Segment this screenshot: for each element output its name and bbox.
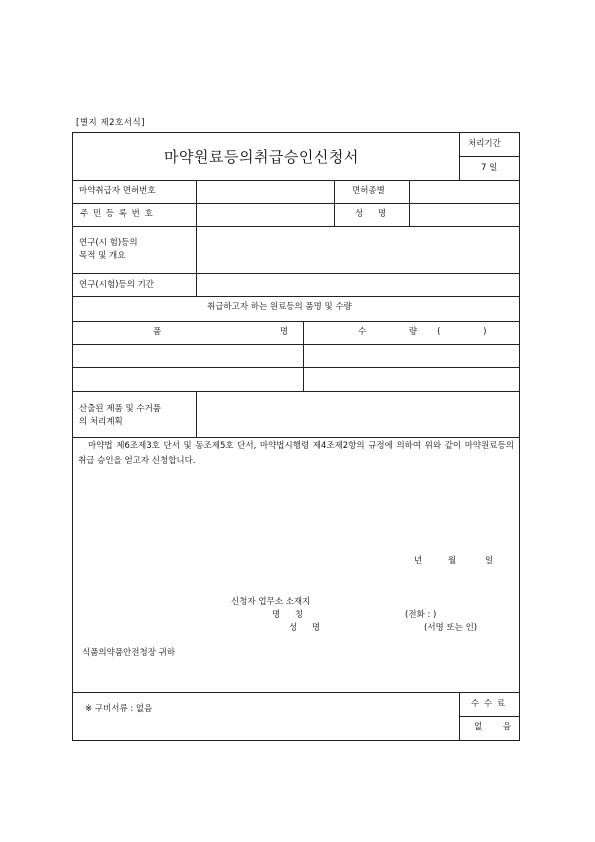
row-divider xyxy=(72,226,520,227)
applicant-address-label: 신청자 업무소 소재지 xyxy=(231,597,311,607)
row-divider xyxy=(72,321,520,322)
purpose-label-line2: 목적 및 개요 xyxy=(79,251,126,261)
disposal-label-line2: 의 처리계획 xyxy=(79,417,123,427)
row-divider xyxy=(72,296,520,297)
applicant-name-label: 성 명 xyxy=(355,209,393,219)
fee-label: 수 수 료 xyxy=(471,699,507,709)
applicant-business-name-label: 명 칭 xyxy=(272,610,310,620)
license-number-label: 마약취급자 면허번호 xyxy=(79,186,156,196)
date-day: 일 xyxy=(485,556,494,566)
row-divider xyxy=(72,437,520,438)
license-type-label: 면허종별 xyxy=(352,186,385,196)
fee-value: 없 음 xyxy=(474,722,521,732)
recipient-text: 식품의약품안전청장 귀하 xyxy=(82,648,176,658)
items-col-name: 품 명 xyxy=(153,327,347,337)
row-divider xyxy=(72,367,520,368)
row-divider xyxy=(459,716,520,717)
column-divider xyxy=(409,180,410,226)
signature-label: (서명 또는 인) xyxy=(424,623,478,633)
column-divider xyxy=(196,226,197,296)
column-divider xyxy=(196,180,197,226)
date-month: 월 xyxy=(448,556,457,566)
purpose-label-line1: 연구(시 험)등의 xyxy=(79,238,138,248)
form-title: 마약원료등의취급승인신청서 xyxy=(164,148,359,166)
applicant-signer-name-label: 성 명 xyxy=(289,623,327,633)
form-number-label: [별지 제2호서식] xyxy=(76,118,146,128)
row-divider xyxy=(72,273,520,274)
attachments-text: ※ 구비서류 : 없음 xyxy=(85,704,153,714)
row-divider xyxy=(72,692,520,693)
declaration-text: 마약법 제6조제3호 단서 및 동조제5호 단서, 마약법시행령 제4조제2항의 규정에 의하여 위와 같이 마약원료등의 취급 승인을 얻고자 신청합니다. xyxy=(78,441,514,466)
applicant-phone-label: (전화 : ) xyxy=(405,610,437,620)
column-divider xyxy=(459,692,460,741)
items-col-qty: 수 량( ) xyxy=(358,327,507,337)
items-section-header: 취급하고자 하는 원료등의 품명 및 수량 xyxy=(207,302,352,312)
disposal-label-line1: 산출된 제품 및 수거품 xyxy=(79,404,162,414)
processing-period-label: 처리기간 xyxy=(468,139,501,149)
resident-number-label: 주 민 등 록 번 호 xyxy=(80,209,154,219)
processing-period-value: 7 일 xyxy=(481,163,498,173)
row-divider xyxy=(72,391,520,392)
row-divider xyxy=(72,344,520,345)
period-label: 연구(시험)등의 기간 xyxy=(79,280,155,290)
row-divider xyxy=(72,180,520,181)
column-divider xyxy=(459,132,460,180)
row-divider xyxy=(72,203,520,204)
date-year: 년 xyxy=(414,556,423,566)
column-divider xyxy=(334,180,335,226)
row-divider xyxy=(459,156,520,157)
column-divider xyxy=(196,391,197,437)
